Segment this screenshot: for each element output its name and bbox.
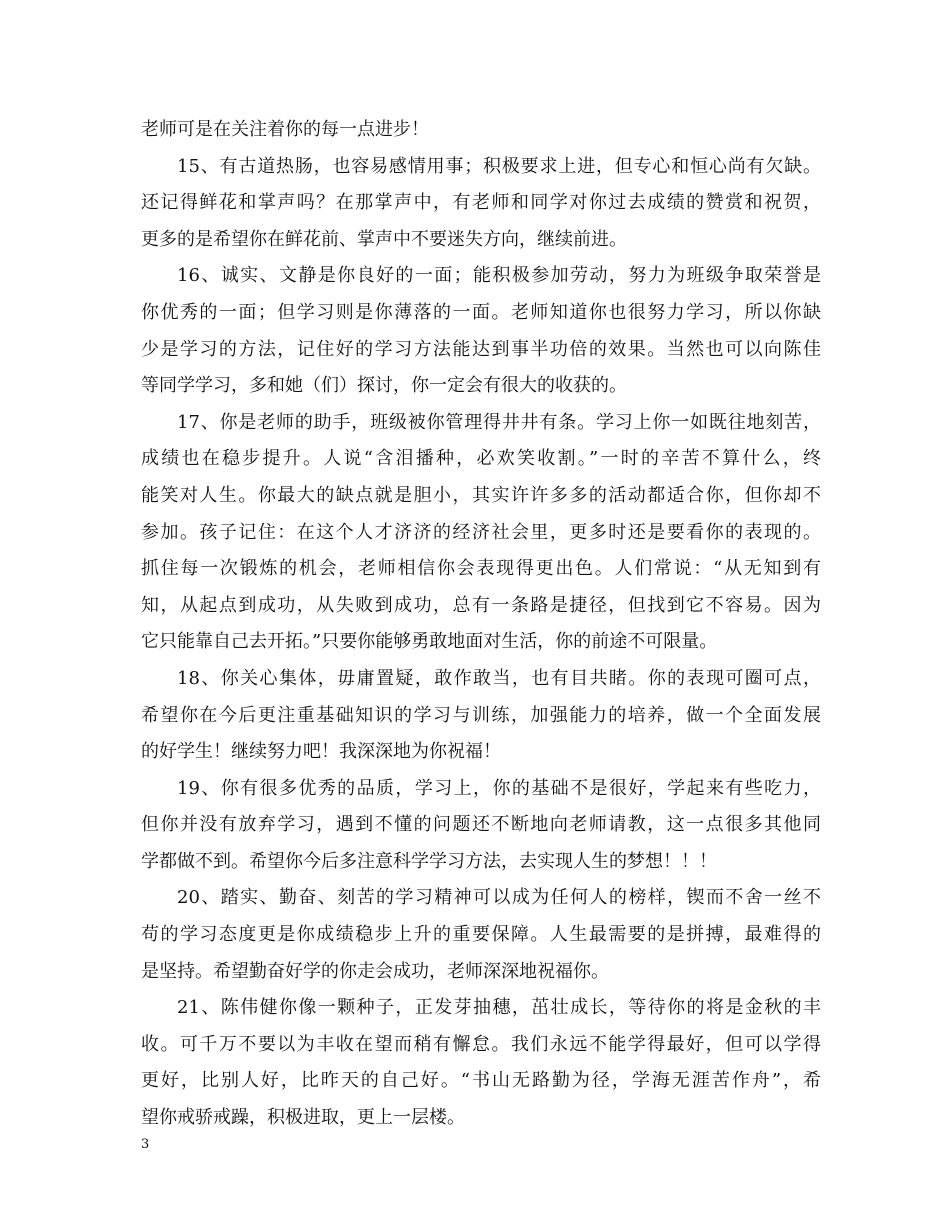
- text-line: 但你并没有放弃学习，遇到不懂的问题还不断地向老师请教，这一点很多其他同: [141, 814, 821, 836]
- document-body: [141, 112, 821, 1137]
- text-line: 更好，比别人好，比昨天的自己好。“书山无路勤为径，学海无涯苦作舟”，希: [141, 1070, 821, 1092]
- text-line: 15、有古道热肠，也容易感情用事；积极要求上进，但专心和恒心尚有欠缺。: [177, 155, 821, 177]
- text-line: 18、你关心集体，毋庸置疑，敢作敢当，也有目共睹。你的表现可圈可点，: [177, 667, 821, 689]
- text-line: 知，从起点到成功，从失败到成功，总有一条路是捷径，但找到它不容易。因为: [141, 594, 821, 616]
- text-line: 17、你是老师的助手，班级被你管理得井井有条。学习上你一如既往地刻苦，: [177, 411, 821, 433]
- text-line: 能笑对人生。你最大的缺点就是胆小，其实许许多多的活动都适合你，但你却不: [141, 484, 821, 506]
- text-line: 是坚持。希望勤奋好学的你走会成功，老师深深地祝福你。: [141, 960, 609, 982]
- text-line: 它只能靠自己去开拓。”只要你能够勇敢地面对生活，你的前途不可限量。: [141, 631, 718, 653]
- text-line: 等同学学习，多和她（们）探讨，你一定会有很大的收获的。: [141, 375, 627, 397]
- text-line: 希望你在今后更注重基础知识的学习与训练，加强能力的培养，做一个全面发展: [141, 704, 821, 726]
- text-line: 还记得鲜花和掌声吗？在那掌声中，有老师和同学对你过去成绩的赞赏和祝贺，: [141, 192, 821, 214]
- text-line: 21、陈伟健你像一颗种子，正发芽抽穗，茁壮成长，等待你的将是金秋的丰: [177, 997, 821, 1019]
- text-line: 老师可是在关注着你的每一点进步！: [141, 119, 429, 140]
- text-line: 19、你有很多优秀的品质，学习上，你的基础不是很好，学起来有些吃力，: [177, 777, 821, 799]
- text-line: 16、诚实、文静是你良好的一面；能积极参加劳动，努力为班级争取荣誉是: [177, 265, 821, 287]
- text-line: 20、踏实、勤奋、刻苦的学习精神可以成为任何人的榜样，锲而不舍一丝不: [177, 887, 821, 909]
- text-line: 少是学习的方法，记住好的学习方法能达到事半功倍的效果。当然也可以向陈佳: [141, 338, 821, 360]
- text-line: 参加。孩子记住：在这个人才济济的经济社会里，更多时还是要看你的表现的。: [141, 521, 821, 543]
- text-line: 更多的是希望你在鲜花前、掌声中不要迷失方向，继续前进。: [141, 228, 627, 250]
- text-line: 学都做不到。希望你今后多注意科学学习方法，去实现人生的梦想！！！: [141, 850, 717, 872]
- text-line: 成绩也在稳步提升。人说“含泪播种，必欢笑收割。”一时的辛苦不算什么，终: [141, 448, 821, 470]
- text-line: 抓住每一次锻炼的机会，老师相信你会表现得更出色。人们常说：“从无知到有: [141, 558, 821, 580]
- page-number: 3: [141, 1137, 150, 1152]
- text-line: 的好学生！继续努力吧！我深深地为你祝福！: [141, 741, 501, 763]
- text-line: 你优秀的一面；但学习则是你薄落的一面。老师知道你也很努力学习，所以你缺: [141, 301, 821, 323]
- text-line: 苟的学习态度更是你成绩稳步上升的重要保障。人生最需要的是拼搏，最难得的: [141, 924, 821, 946]
- text-line: 收。可千万不要以为丰收在望而稍有懈怠。我们永远不能学得最好，但可以学得: [141, 1033, 821, 1055]
- text-line: 望你戒骄戒躁，积极进取，更上一层楼。: [141, 1107, 465, 1129]
